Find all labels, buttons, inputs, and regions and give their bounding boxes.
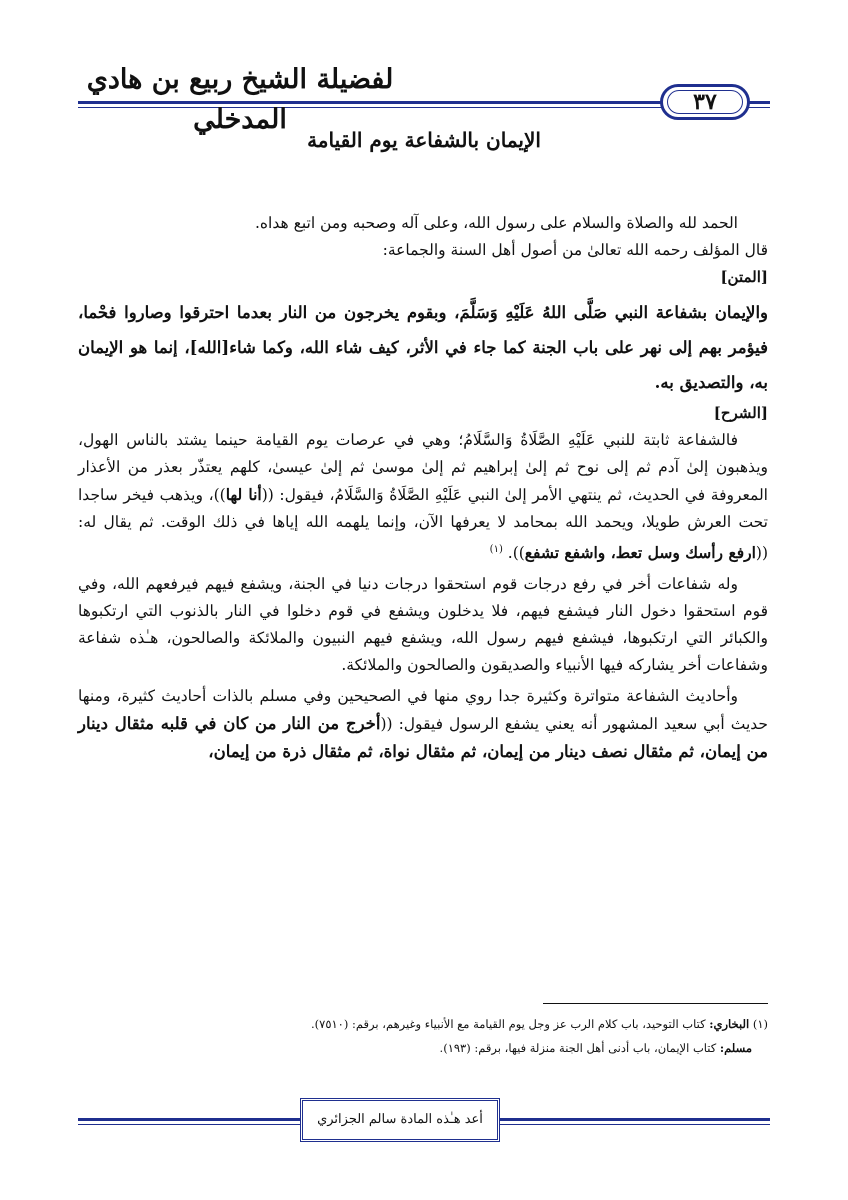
sharh-label: [الشرح] [713, 404, 768, 422]
p3-part-a: وأحاديث الشفاعة متواترة وكثيرة جدا روي منها في الصحيحين وفي مسلم بالذات أحاديث كثيرة، ومنها حديث أبي سعيد المشهور أنه يعني يشفع الرسول فيقول: (( [78, 687, 768, 734]
page-number: ٣٧ [693, 89, 717, 115]
header-author: لفضيلة الشيخ ربيع بن هادي المدخلي [86, 64, 394, 135]
p1-quote-2: ارفع رأسك وسل تعط، واشفع تشفع [524, 543, 756, 563]
p3-quote: أخرج من النار من كان في قلبه مثقال دينار من إيمان، ثم مثقال نصف دينار من إيمان، ثم مثقال نواة، ثم مثقال ذرة من إيمان، [78, 714, 768, 762]
matn-label: [المتن] [720, 268, 768, 286]
footnote-1-mark: (١) [752, 1017, 768, 1031]
footnotes [78, 1012, 768, 1060]
footer-credit: أعد هـٰذه المادة سالم الجزائري [317, 1112, 483, 1127]
footnote-2 [78, 1036, 768, 1060]
footnote-2-text: كتاب الإيمان، باب أدنى أهل الجنة منزلة فيها، برقم: (١٩٣). [439, 1041, 720, 1055]
sharh-paragraph-2: وله شفاعات أخر في رفع درجات قوم استحقوا درجات دنيا في الجنة، ويشفع فيهم فيرفعهم الله، وفي قوم استحقوا دخول النار فيشفع فيهم، فلا يدخلون ويشفع في قوم دخلوا في النار بالذنوب التي ارتكبوها والكبائر التي ارتكبوها، فيشفع فيهم رسول الله، ويشفع فيهم النبيون والملائكة والصالحون، هـٰذه شفاعة وشفاعات أخر يشاركه فيها الأنبياء والصديقون والصالحون والملائكة. [78, 575, 768, 675]
footnote-separator [543, 1003, 768, 1004]
section-title: الإيمان بالشفاعة يوم القيامة [307, 128, 541, 152]
footer-credit-box [300, 1098, 500, 1142]
p1-part-e: )). [502, 544, 525, 563]
footnote-1-source: البخاري: [709, 1017, 750, 1031]
p1-part-a: فالشفاعة ثابتة للنبي عَلَيْهِ الصَّلَاةُ وَالسَّلَامُ؛ وهي في عرصات يوم القيامة حينما يشتد بالناس الهول، ويذهبون إلىٰ آدم ثم إلى نوح ثم إلىٰ إبراهيم ثم إلىٰ موسىٰ ثم إلىٰ عيسىٰ، كلهم يعتذّر بعذر من الأعذار المعروفة في الحديث، ثم ينتهي الأمر إلىٰ النبي عَلَيْهِ الصَّلَاةُ وَالسَّلَامُ، فيقول: (( [78, 431, 768, 504]
p1-quote-1: أنا لها [225, 485, 262, 504]
footnote-1-text: كتاب التوحيد، باب كلام الرب عز وجل يوم القيامة مع الأنبياء وغيرهم، برقم: (٧٥١٠). [311, 1017, 710, 1031]
intro-line-2: قال المؤلف رحمه الله تعالىٰ من أصول أهل السنة والجماعة: [382, 241, 768, 259]
page-number-frame [660, 84, 750, 120]
footnote-ref-1: (١) [489, 544, 503, 555]
intro-line-1: الحمد لله والصلاة والسلام على رسول الله، وعلى آله وصحبه ومن اتبع هداه. [254, 214, 738, 232]
sharh-paragraph-1 [78, 427, 768, 567]
p1-part-c: ))، ويذهب فيخر ساجدا تحت العرش طويلا، ويحمد الله بمحامد لا يعرفها الآن، وإنما يلهمه الله إياها في ذلك الوقت. ثم يقال له: (( [78, 486, 768, 563]
sharh-paragraph-3 [78, 683, 768, 766]
footnote-2-source: مسلم: [719, 1041, 752, 1055]
footnote-1 [78, 1012, 768, 1036]
matn-text: والإيمان بشفاعة النبي صَلَّى اللهُ عَلَيْهِ وَسَلَّمَ، وبقوم يخرجون من النار بعدما احترقوا وصاروا فحْما، فيؤمر بهم إلى نهر على باب الجنة كما جاء في الأثر، كيف شاء الله، وكما شاء[الله]، إنما هو الإيمان به، والتصديق به. [78, 303, 768, 392]
body-text [78, 210, 768, 766]
